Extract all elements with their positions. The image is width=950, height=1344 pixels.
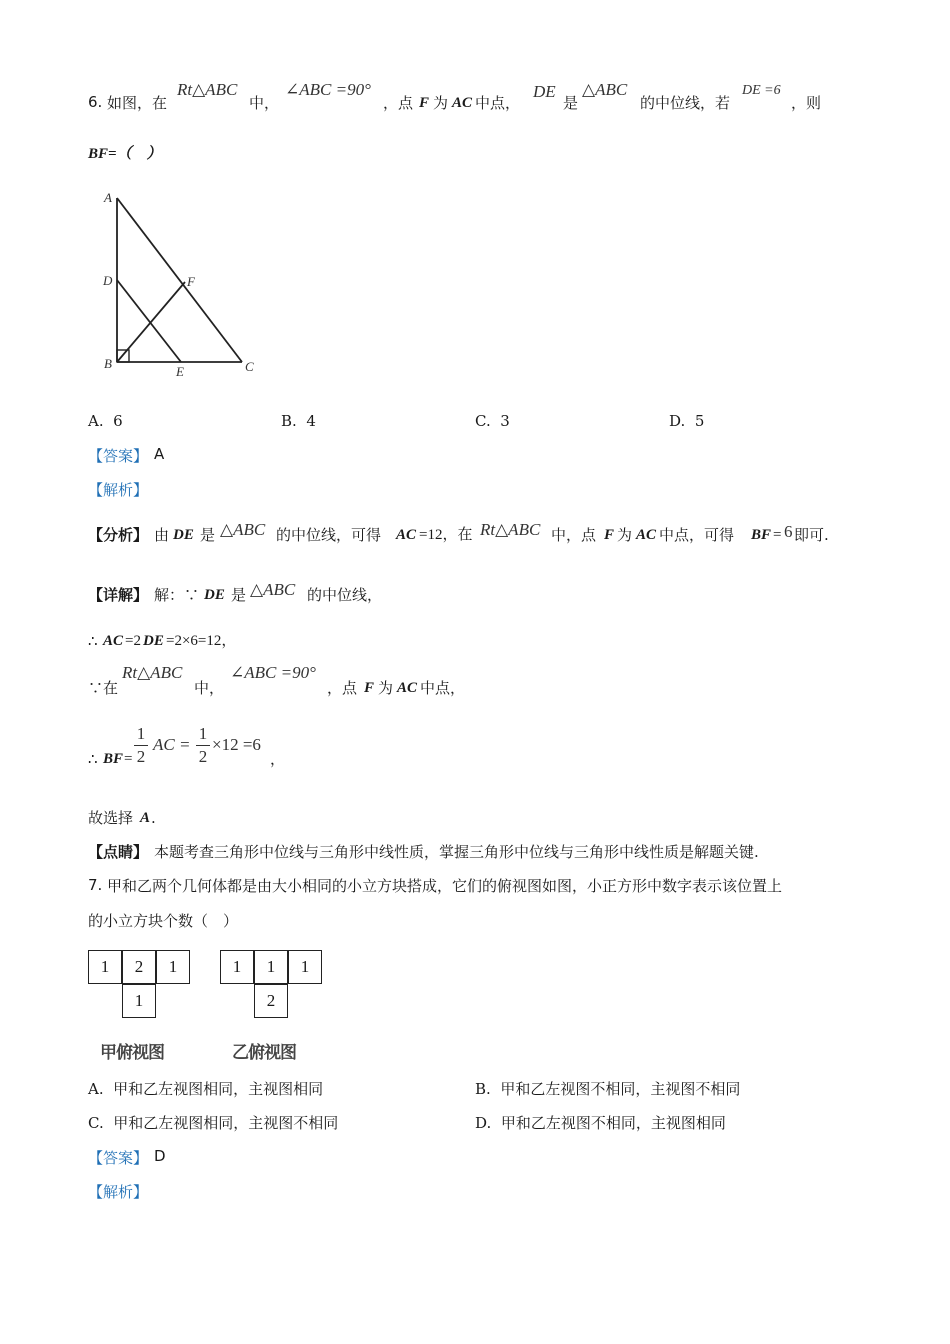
label-e: E	[176, 364, 184, 379]
q6-fraction-2	[196, 724, 210, 770]
q6-detail-3: 的中位线，	[307, 586, 383, 604]
q7-analysis-tag: 【解析】	[88, 1183, 149, 1201]
q6-fenxi-ac12: AC	[396, 527, 417, 543]
q6-line4-therefore: ∴	[88, 750, 98, 768]
label-d: D	[103, 273, 113, 288]
q6-line4-times: ×12 =6	[212, 735, 261, 754]
q6-option-c[interactable]: C. 3	[475, 412, 510, 430]
q6-angle: ∠ABC =90°	[285, 80, 371, 99]
q6-line3-f: F	[364, 680, 375, 696]
q6-line4-eq: =	[124, 751, 133, 767]
yi-cell: 2	[254, 984, 288, 1018]
q6-midline-ruo: 的中位线，若	[640, 94, 731, 112]
q6-fenxi-4: 中，点	[551, 526, 597, 544]
jia-cell: 1	[88, 950, 122, 984]
q6-fenxi-abc: △ABC	[220, 520, 266, 539]
q6-option-a[interactable]: A. 6	[88, 412, 123, 430]
q6-line3-zhong: 中，	[194, 679, 225, 697]
q6-de: DE	[533, 82, 556, 101]
q6-line2-de: DE	[143, 633, 164, 649]
q6-line2-ac: AC	[103, 633, 124, 649]
q6-detail-de: DE	[204, 587, 225, 603]
q6-fenxi-de: DE	[173, 527, 194, 543]
frac-numerator: 1	[198, 724, 208, 743]
yi-cell: 1	[220, 950, 254, 984]
q6-fraction-1	[134, 724, 148, 770]
q6-line4-comma: ，	[270, 750, 286, 768]
label-c: C	[245, 359, 254, 374]
q6-answer-tag: 【答案】	[88, 447, 149, 465]
q6-fenxi-6: 中点，可得	[659, 526, 735, 544]
label-f: F	[187, 274, 195, 289]
q7-stem-line1: 甲和乙两个几何体都是由大小相同的小立方块搭成，它们的俯视图如图，小正方形中数字表示该位置上	[107, 877, 783, 895]
q6-fenxi-six: 6	[784, 522, 793, 541]
q6-detail-abc: △ABC	[250, 580, 296, 599]
q6-fenxi-5: 为	[617, 526, 633, 544]
q7-yi-caption: 乙俯视图	[232, 1043, 296, 1063]
q6-line2-therefore: ∴	[88, 632, 98, 650]
q6-fenxi-2: 是	[200, 526, 216, 544]
q7-stem-line2: 的小立方块个数（ ）	[88, 912, 239, 930]
q6-fenxi-ac: AC	[636, 527, 657, 543]
frac-bar	[134, 745, 148, 746]
jia-cell: 2	[122, 950, 156, 984]
q6-rt-abc: Rt△ABC	[177, 80, 238, 99]
frac-denominator: 2	[136, 747, 146, 766]
q7-option-a[interactable]: A. 甲和乙左视图相同，主视图相同	[88, 1080, 324, 1098]
q6-zhong: 中，	[249, 94, 280, 112]
q6-point: ，点	[383, 94, 414, 112]
label-b: B	[104, 356, 112, 371]
q6-line2-eq: =2	[125, 633, 141, 649]
q6-dianjing-tag: 【点睛】	[88, 843, 149, 861]
q6-triangle-figure	[95, 185, 270, 380]
q6-fenxi-rt: Rt△ABC	[480, 520, 541, 539]
yi-cell: 1	[254, 950, 288, 984]
q7-yi-top-view	[220, 950, 325, 1022]
q6-choose-dot: .	[151, 809, 156, 827]
q6-var-ac: AC	[452, 95, 473, 111]
q7-option-c[interactable]: C. 甲和乙左视图相同，主视图不相同	[88, 1114, 339, 1132]
q6-bf-question: BF=（ ）	[88, 146, 162, 162]
q6-dianjing-text: 本题考查三角形中位线与三角形中线性质，掌握三角形中位线与三角形中线性质是解题关键.	[154, 843, 759, 861]
q6-fenxi-f: F	[604, 527, 615, 543]
label-a: A	[104, 190, 112, 205]
q6-shi: 是	[563, 94, 579, 112]
q6-line4-bf: BF	[103, 751, 124, 767]
q6-choose-text: 故选择	[88, 809, 134, 827]
q6-fenxi-eq: =	[773, 527, 782, 543]
q6-intro: 如图，在	[107, 94, 168, 112]
q7-answer-value: D	[154, 1147, 166, 1165]
q6-fenxi-eq12: =12，在	[419, 527, 473, 543]
q6-choose-a: A	[140, 810, 151, 826]
q6-line3-wei: 为	[378, 679, 394, 697]
q6-option-b[interactable]: B. 4	[281, 412, 316, 430]
q7-option-b[interactable]: B. 甲和乙左视图不相同，主视图不相同	[475, 1080, 741, 1098]
q6-detail-1: 解：∵	[154, 586, 200, 604]
q6-detail-tag: 【详解】	[88, 586, 149, 604]
q6-analysis-tag: 【解析】	[88, 481, 149, 499]
q6-fenxi-3: 的中位线，可得	[276, 526, 382, 544]
q6-var-f: F	[419, 95, 430, 111]
jia-cell: 1	[156, 950, 190, 984]
q7-option-d[interactable]: D. 甲和乙左视图不相同，主视图相同	[475, 1114, 726, 1132]
q6-line2-rest: =2×6=12，	[166, 633, 237, 649]
q6-ze: ，则	[791, 94, 822, 112]
q6-number: 6.	[88, 93, 103, 111]
q6-line3-point: ，点	[327, 679, 358, 697]
q6-line3-rt: Rt△ABC	[122, 663, 183, 682]
q6-fenxi-tag: 【分析】	[88, 526, 149, 544]
q6-midpoint: 中点，	[475, 94, 521, 112]
frac-numerator: 1	[136, 724, 146, 743]
q6-detail-2: 是	[231, 586, 247, 604]
q6-answer-value: A	[154, 445, 165, 463]
q7-jia-caption: 甲俯视图	[100, 1043, 164, 1063]
q6-wei: 为	[433, 94, 449, 112]
q6-fenxi-bf: BF	[751, 527, 772, 543]
yi-cell: 1	[288, 950, 322, 984]
side-ac	[117, 198, 242, 362]
q6-line4-ac: AC =	[153, 735, 191, 754]
q6-de-6: DE =6	[742, 83, 781, 98]
q6-option-d[interactable]: D. 5	[669, 412, 705, 430]
q7-number: 7.	[88, 876, 103, 894]
q6-abc: △ABC	[582, 80, 628, 99]
q6-line3-because: ∵在	[88, 679, 119, 697]
q6-fenxi-7: 即可.	[794, 526, 829, 544]
q6-line3-ac: AC	[397, 680, 418, 696]
q6-line3-mid: 中点，	[420, 679, 466, 697]
q7-answer-tag: 【答案】	[88, 1149, 149, 1167]
frac-denominator: 2	[198, 747, 208, 766]
frac-bar	[196, 745, 210, 746]
q7-jia-top-view	[88, 950, 193, 1022]
q6-fenxi-1: 由	[154, 526, 170, 544]
q6-line3-angle: ∠ABC =90°	[230, 663, 316, 682]
jia-cell: 1	[122, 984, 156, 1018]
